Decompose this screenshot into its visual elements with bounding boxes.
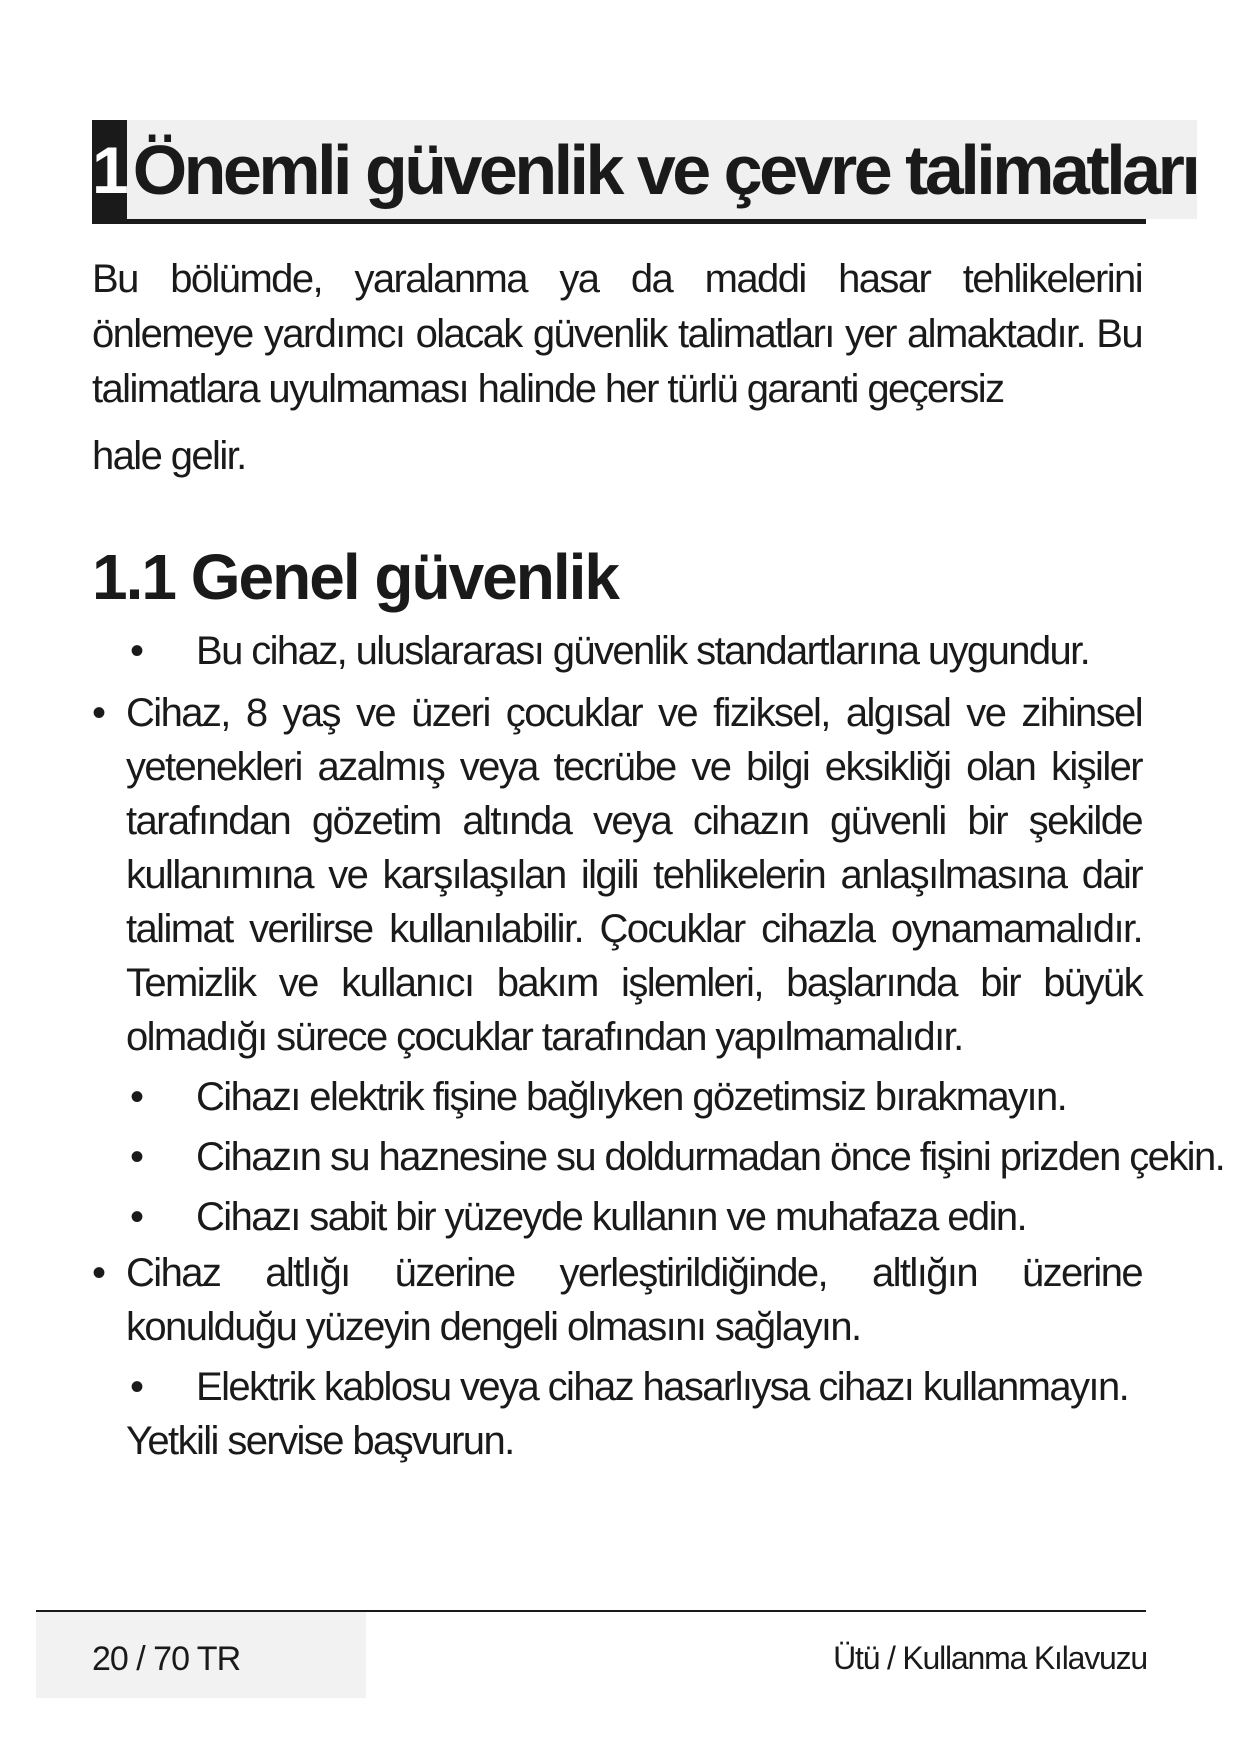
footer-document-title: Ütü / Kullanma Kılavuzu	[833, 1640, 1147, 1676]
list-item-text: Cihazı sabit bir yüzeyde kullanın ve muhafaza edin.	[196, 1195, 1027, 1239]
list-item	[92, 1360, 1242, 1468]
list-item	[92, 686, 1142, 1064]
list-item-text: Cihaz, 8 yaş ve üzeri çocuklar ve fiziksel, algısal ve zihinsel yetenekleri azalmış veya tecrübe ve bilgi eksikliği olan kişiler tarafından gözetim altında veya cihazın güvenli bir şekilde kullanımına ve karşılaşılan ilgili tehlikelerin anlaşılmasına dair talimat verilirse kullanılabilir. Çocuklar cihazla oynamamalıdır. Temizlik ve kullanıcı bakım işlemleri, başlarında bir büyük olmadığı sürece çocuklar tarafından yapılmamalıdır.	[126, 691, 1142, 1059]
bullet-list	[92, 624, 1242, 1468]
bullet-marker: •	[130, 1075, 143, 1119]
list-item-text: Bu cihaz, uluslararası güvenlik standartlarına uygundur.	[196, 629, 1090, 673]
list-item	[92, 1190, 1242, 1244]
list-item-text: Elektrik kablosu veya cihaz hasarlıysa cihazı kullanmayın. Yetkili servise başvurun.	[126, 1365, 1129, 1463]
bullet-marker: •	[92, 691, 105, 735]
bullet-marker: •	[130, 1195, 143, 1239]
list-item-text: Cihazı elektrik fişine bağlıyken gözetimsiz bırakmayın.	[196, 1075, 1067, 1119]
chapter-title: Önemli güvenlik ve çevre talimatları	[127, 120, 1198, 219]
intro-text: Bu bölümde, yaralanma ya da maddi hasar tehlikelerini önlemeye yardımcı olacak güvenlik talimatları yer almaktadır. Bu talimatlara uyulmaması halinde her türlü garanti geçersiz	[92, 257, 1142, 411]
intro-paragraph	[92, 252, 1142, 484]
list-item	[92, 1246, 1142, 1354]
list-item	[92, 1070, 1242, 1124]
chapter-number: 1	[92, 120, 127, 219]
bullet-marker: •	[130, 1135, 143, 1179]
bullet-marker: •	[130, 629, 143, 673]
list-item	[92, 1130, 1242, 1184]
list-item	[92, 624, 1242, 678]
list-item-text: Cihaz altlığı üzerine yerleştirildiğinde, altlığın üzerine konulduğu yüzeyin dengeli olmasını sağlayın.	[126, 1251, 1142, 1349]
list-item-text: Cihazın su haznesine su doldurmadan önce fişini prizden çekin.	[196, 1135, 1225, 1179]
bullet-marker: •	[130, 1365, 143, 1409]
intro-last-line: hale gelir.	[92, 434, 246, 478]
bullet-marker: •	[92, 1251, 105, 1295]
chapter-header	[92, 120, 1198, 224]
section-heading: 1.1 Genel güvenlik	[92, 541, 618, 613]
page-number: 20 / 70 TR	[92, 1640, 241, 1678]
